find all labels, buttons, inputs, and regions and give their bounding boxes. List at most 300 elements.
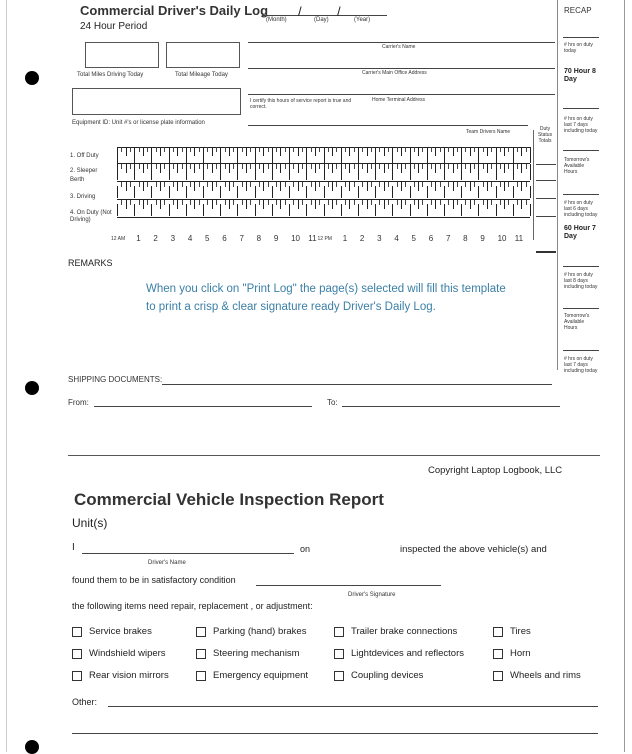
carrier-name-label: Carrier's Name (382, 44, 416, 50)
log-bottom-line (68, 455, 600, 456)
row-label-off-duty: 1. Off Duty (70, 153, 99, 159)
hour-tick (496, 147, 497, 163)
quarter-tick (508, 182, 509, 187)
hour-tick (478, 204, 479, 216)
hour-tick (444, 204, 445, 216)
quarter-tick (147, 182, 148, 187)
quarter-tick (276, 182, 277, 187)
quarter-tick (388, 182, 389, 187)
repair-checkbox[interactable] (493, 671, 503, 681)
quarter-tick (526, 182, 527, 187)
repair-checkbox[interactable] (196, 649, 206, 659)
carrier-address-label: Carrier's Main Office Address (362, 70, 427, 76)
hour-tick (427, 186, 428, 198)
hour-tick (324, 186, 325, 198)
quarter-tick (418, 164, 419, 173)
other-label: Other: (72, 697, 98, 707)
quarter-tick (487, 182, 488, 191)
recap-60-hour: 60 Hour 7 Day (564, 225, 596, 240)
repair-checkbox[interactable] (334, 627, 344, 637)
quarter-tick (526, 147, 527, 152)
grid-row[interactable] (117, 182, 530, 198)
quarter-tick (401, 147, 402, 156)
repair-item-label: Parking (hand) brakes (213, 626, 307, 637)
quarter-tick (130, 182, 131, 187)
recap-line-4 (563, 194, 599, 195)
hour-label: 8 (256, 234, 262, 243)
quarter-tick (414, 200, 415, 205)
hour-tick (203, 204, 204, 216)
quarter-tick (345, 164, 346, 169)
repair-item-label: Rear vision mirrors (89, 670, 169, 681)
quarter-tick (216, 147, 217, 152)
repair-item-label: Horn (510, 648, 531, 659)
quarter-tick (182, 200, 183, 205)
quarter-tick (242, 147, 243, 152)
hour-label: 5 (205, 234, 210, 243)
inspection-inspected: inspected the above vehicle(s) and (400, 544, 547, 555)
hour-tick (341, 204, 342, 216)
quarter-tick (388, 200, 389, 205)
quarter-tick (362, 182, 363, 187)
total-line-3 (536, 198, 556, 199)
quarter-tick (504, 164, 505, 173)
quarter-tick (521, 200, 522, 209)
quarter-tick (453, 147, 454, 156)
quarter-tick (448, 147, 449, 152)
quarter-tick (448, 182, 449, 187)
hour-tick (220, 147, 221, 163)
recap-hrs-today: # hrs on duty today (564, 42, 593, 54)
hour-tick (186, 186, 187, 198)
quarter-tick (156, 147, 157, 152)
quarter-tick (164, 147, 165, 152)
quarter-tick (349, 200, 350, 209)
hour-tick (306, 147, 307, 163)
quarter-tick (268, 147, 269, 152)
quarter-tick (259, 147, 260, 152)
quarter-tick (336, 164, 337, 169)
repair-item-label: Tires (510, 626, 531, 637)
hour-tick (151, 147, 152, 163)
quarter-tick (302, 182, 303, 187)
need-repair-text: the following items need repair, replacement , or adjustment: (72, 601, 313, 611)
quarter-tick (367, 200, 368, 209)
hour-tick (237, 204, 238, 216)
hour-tick (255, 204, 256, 216)
quarter-tick (311, 182, 312, 187)
hour-label: 10 (291, 234, 300, 243)
quarter-tick (474, 182, 475, 187)
repair-checkbox[interactable] (493, 649, 503, 659)
print-log-notice: When you click on "Print Log" the page(s) selected will fill this template to print a crisp & clear signature ready Driver's Daily Log. (146, 283, 506, 313)
quarter-tick (474, 147, 475, 152)
hour-tick (272, 147, 273, 163)
units-label: Unit(s) (72, 516, 108, 530)
drivers-signature-line[interactable] (256, 585, 441, 586)
quarter-tick (173, 147, 174, 152)
quarter-tick (177, 200, 178, 209)
repair-checkbox[interactable] (72, 649, 82, 659)
hour-tick (444, 164, 445, 180)
quarter-tick (435, 164, 436, 173)
quarter-tick (164, 200, 165, 205)
hour-tick (289, 186, 290, 198)
quarter-tick (139, 147, 140, 152)
quarter-tick (405, 182, 406, 187)
quarter-tick (384, 182, 385, 191)
quarter-tick (225, 164, 226, 169)
recap-line-3 (563, 150, 599, 151)
hour-tick (289, 164, 290, 180)
quarter-tick (435, 200, 436, 209)
quarter-tick (405, 147, 406, 152)
recap-line-7 (563, 350, 599, 351)
bottom-line (72, 733, 598, 734)
quarter-tick (328, 200, 329, 205)
to-label: To: (327, 398, 338, 407)
quarter-tick (319, 182, 320, 187)
hour-tick (237, 164, 238, 180)
hour-tick (530, 186, 531, 198)
log-subtitle: 24 Hour Period (80, 21, 148, 32)
hour-label: 4 (394, 234, 399, 243)
quarter-tick (470, 200, 471, 209)
quarter-tick (453, 200, 454, 209)
quarter-tick (263, 147, 264, 156)
quarter-tick (491, 200, 492, 205)
quarter-tick (233, 147, 234, 152)
hour-tick (203, 186, 204, 198)
quarter-tick (298, 200, 299, 209)
quarter-tick (311, 164, 312, 169)
repair-checkbox[interactable] (196, 671, 206, 681)
quarter-tick (263, 182, 264, 191)
hour-label: 9 (480, 234, 485, 243)
quarter-tick (349, 164, 350, 173)
repair-item-label: Coupling devices (351, 670, 424, 681)
quarter-tick (371, 164, 372, 169)
hour-tick (496, 186, 497, 198)
binder-hole-middle (25, 381, 39, 395)
quarter-tick (521, 182, 522, 191)
page-border-left (6, 0, 7, 752)
hour-tick (169, 186, 170, 198)
hour-tick (513, 164, 514, 180)
quarter-tick (207, 200, 208, 205)
quarter-tick (367, 164, 368, 173)
quarter-tick (293, 164, 294, 169)
remarks-label: REMARKS (68, 258, 113, 268)
quarter-tick (440, 182, 441, 187)
quarter-tick (483, 182, 484, 187)
drivers-name-label: Driver's Name (148, 560, 186, 566)
row-label-sleeper-berth: 2. Sleeper Berth (70, 168, 98, 183)
quarter-tick (384, 164, 385, 173)
recap-line-5 (563, 266, 599, 267)
totals-column-divider (533, 130, 534, 240)
duty-status-totals-label: Duty Status Totals (537, 126, 553, 144)
hour-tick (341, 147, 342, 163)
day-label: (Day) (314, 17, 329, 23)
hour-tick (255, 164, 256, 180)
quarter-tick (371, 200, 372, 205)
quarter-tick (474, 164, 475, 169)
quarter-tick (319, 147, 320, 152)
hour-label: 7 (239, 234, 244, 243)
hour-tick (186, 164, 187, 180)
quarter-tick (121, 182, 122, 187)
quarter-tick (246, 147, 247, 156)
quarter-tick (465, 147, 466, 152)
quarter-tick (276, 200, 277, 205)
hour-tick (392, 164, 393, 180)
quarter-tick (332, 200, 333, 209)
hour-tick (410, 164, 411, 180)
hour-tick (306, 186, 307, 198)
total-line-sum (536, 251, 556, 253)
hour-tick (461, 164, 462, 180)
quarter-tick (259, 164, 260, 169)
recap-tomorrow: Tomorrow's Available Hours (564, 157, 590, 175)
quarter-tick (194, 182, 195, 191)
hour-tick (151, 164, 152, 180)
repair-checkbox[interactable] (72, 671, 82, 681)
hour-tick (272, 186, 273, 198)
quarter-tick (126, 182, 127, 191)
quarter-tick (225, 200, 226, 205)
quarter-tick (147, 147, 148, 152)
quarter-tick (435, 147, 436, 156)
hour-tick (134, 186, 135, 198)
quarter-tick (250, 182, 251, 187)
quarter-tick (401, 164, 402, 173)
quarter-tick (487, 200, 488, 209)
quarter-tick (139, 164, 140, 169)
quarter-tick (315, 200, 316, 209)
quarter-tick (293, 182, 294, 187)
to-line (342, 406, 560, 407)
quarter-tick (130, 164, 131, 169)
quarter-tick (216, 182, 217, 187)
quarter-tick (242, 182, 243, 187)
hour-tick (237, 147, 238, 163)
hour-tick (358, 164, 359, 180)
recap-last7: # hrs on duty last 7 days including today (564, 116, 598, 134)
hour-label: 6 (222, 234, 227, 243)
quarter-tick (229, 182, 230, 191)
team-driver-line (248, 125, 528, 126)
quarter-tick (160, 164, 161, 173)
quarter-tick (212, 147, 213, 156)
hour-tick (169, 164, 170, 180)
quarter-tick (332, 182, 333, 191)
quarter-tick (328, 147, 329, 152)
hour-label: 4 (187, 234, 193, 243)
quarter-tick (483, 147, 484, 152)
quarter-tick (156, 182, 157, 187)
quarter-tick (199, 182, 200, 187)
quarter-tick (500, 147, 501, 152)
quarter-tick (431, 147, 432, 152)
total-mileage-box[interactable] (166, 42, 240, 68)
quarter-tick (448, 164, 449, 169)
quarter-tick (160, 182, 161, 191)
quarter-tick (285, 182, 286, 187)
quarter-tick (388, 164, 389, 169)
quarter-tick (500, 200, 501, 205)
hour-tick (427, 147, 428, 163)
equipment-box[interactable] (72, 88, 241, 115)
quarter-tick (349, 182, 350, 191)
repair-checkbox[interactable] (493, 627, 503, 637)
quarter-tick (242, 164, 243, 169)
inspection-on: on (300, 544, 311, 554)
hour-tick (324, 147, 325, 163)
hour-tick (375, 204, 376, 216)
repair-item-label: Wheels and rims (510, 670, 581, 681)
quarter-tick (311, 147, 312, 152)
hour-tick (117, 186, 118, 198)
hour-tick (306, 204, 307, 216)
quarter-tick (457, 164, 458, 169)
quarter-tick (362, 147, 363, 152)
quarter-tick (121, 164, 122, 169)
other-line[interactable] (108, 706, 598, 707)
quarter-tick (216, 200, 217, 205)
quarter-tick (414, 147, 415, 152)
carrier-name-line (248, 42, 555, 43)
quarter-tick (345, 182, 346, 187)
drivers-name-line[interactable] (82, 553, 294, 554)
quarter-tick (345, 200, 346, 205)
repair-checkbox[interactable] (334, 649, 344, 659)
hour-label: 5 (411, 234, 416, 243)
hour-tick (151, 186, 152, 198)
hour-label: 12 PM (317, 236, 332, 242)
quarter-tick (164, 182, 165, 187)
quarter-tick (207, 164, 208, 169)
quarter-tick (173, 164, 174, 169)
quarter-tick (293, 200, 294, 205)
grid-row[interactable] (117, 200, 530, 216)
quarter-tick (285, 200, 286, 205)
row-label-on-duty: 4. On Duty (Not Driving) (70, 210, 112, 223)
quarter-tick (521, 147, 522, 156)
hour-tick (272, 204, 273, 216)
quarter-tick (332, 164, 333, 173)
quarter-tick (517, 182, 518, 187)
quarter-tick (379, 164, 380, 169)
hour-tick (220, 186, 221, 198)
quarter-tick (285, 164, 286, 169)
hour-tick (410, 147, 411, 163)
quarter-tick (126, 200, 127, 209)
hour-tick (289, 147, 290, 163)
recap-last6: # hrs on duty last 6 days including today (564, 200, 598, 218)
hour-tick (151, 204, 152, 216)
quarter-tick (250, 147, 251, 152)
quarter-tick (190, 182, 191, 187)
quarter-tick (418, 200, 419, 209)
hour-tick (478, 147, 479, 163)
quarter-tick (336, 200, 337, 205)
quarter-tick (422, 164, 423, 169)
quarter-tick (401, 200, 402, 209)
quarter-tick (194, 147, 195, 156)
hour-tick (289, 204, 290, 216)
shipping-documents-line (162, 384, 552, 385)
repair-checkbox[interactable] (196, 627, 206, 637)
hour-tick (444, 186, 445, 198)
quarter-tick (212, 164, 213, 173)
quarter-tick (465, 164, 466, 169)
repair-item-label: Lightdevices and reflectors (351, 648, 465, 659)
quarter-tick (448, 200, 449, 205)
quarter-tick (190, 164, 191, 169)
quarter-tick (379, 200, 380, 205)
repair-checkbox[interactable] (72, 627, 82, 637)
hour-tick (513, 186, 514, 198)
quarter-tick (177, 182, 178, 191)
quarter-tick (298, 164, 299, 173)
quarter-tick (431, 200, 432, 205)
hour-label: 11 (514, 234, 524, 243)
quarter-tick (242, 200, 243, 205)
quarter-tick (508, 200, 509, 205)
quarter-tick (435, 182, 436, 191)
quarter-tick (164, 164, 165, 169)
hour-tick (255, 147, 256, 163)
quarter-tick (491, 182, 492, 187)
quarter-tick (246, 164, 247, 173)
hour-tick (324, 204, 325, 216)
year-label: (Year) (354, 17, 371, 23)
quarter-tick (212, 182, 213, 191)
quarter-tick (246, 182, 247, 191)
quarter-tick (319, 200, 320, 205)
satisfactory-text: found them to be in satisfactory condition (72, 575, 236, 585)
quarter-tick (431, 164, 432, 169)
hour-tick (392, 204, 393, 216)
inspection-title: Commercial Vehicle Inspection Report (74, 490, 384, 509)
hour-tick (134, 147, 135, 163)
total-miles-driving-label: Total Miles Driving Today (77, 72, 144, 78)
grid-row[interactable] (117, 147, 530, 163)
quarter-tick (397, 182, 398, 187)
repair-item-label: Windshield wipers (89, 648, 166, 659)
hour-label: 11 (308, 234, 317, 243)
hour-tick (341, 186, 342, 198)
hour-label: 6 (428, 234, 434, 243)
hour-tick (237, 186, 238, 198)
quarter-tick (354, 182, 355, 187)
quarter-tick (362, 164, 363, 169)
quarter-tick (126, 147, 127, 156)
quarter-tick (487, 147, 488, 156)
quarter-tick (173, 182, 174, 187)
hour-tick (530, 147, 531, 163)
log-title: Commercial Driver's Daily Log (80, 3, 269, 18)
quarter-tick (440, 200, 441, 205)
hour-tick (203, 147, 204, 163)
total-miles-driving-box[interactable] (85, 42, 159, 68)
repair-checkbox[interactable] (334, 671, 344, 681)
hour-tick (392, 147, 393, 163)
grid-row[interactable] (117, 164, 530, 180)
hour-label: 3 (170, 234, 176, 243)
quarter-tick (199, 147, 200, 152)
